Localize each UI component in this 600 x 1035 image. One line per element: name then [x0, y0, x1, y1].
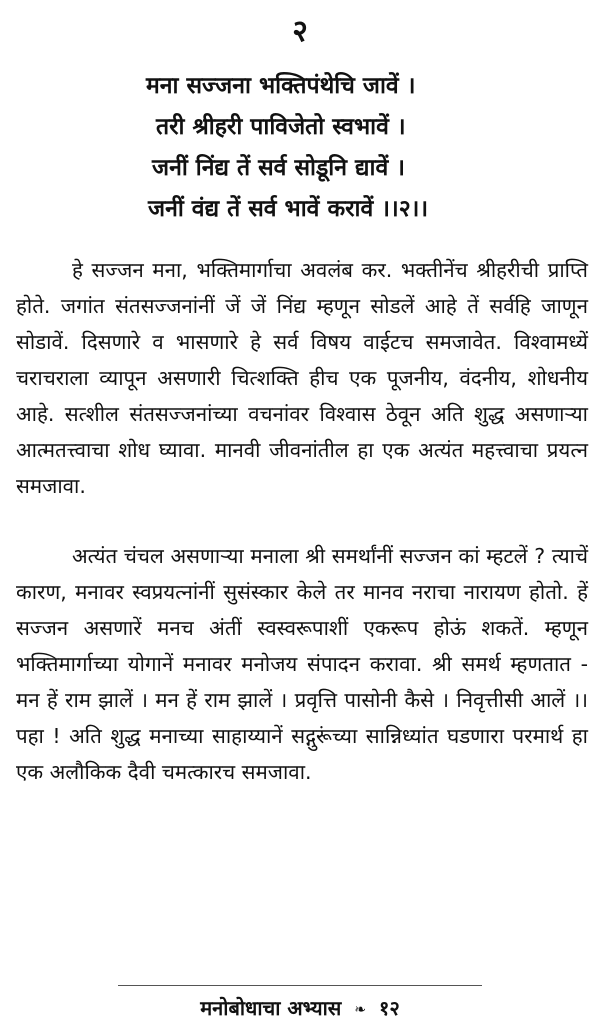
verse-block: [146, 66, 586, 230]
footer-divider: [118, 985, 482, 986]
book-title: मनोबोधाचा अभ्यास: [200, 996, 342, 1020]
verse-line: जनीं निंद्य तें सर्व सोडूनि द्यावें ।: [152, 155, 405, 181]
ornament-icon: ❧: [354, 1001, 366, 1018]
verse-line: तरी श्रीहरी पाविजेतो स्वभावें ।: [156, 114, 406, 140]
verse-line: मना सज्जना भक्तिपंथेचि जावें ।: [146, 73, 416, 99]
page-footer: [0, 990, 600, 1028]
commentary-paragraph: अत्यंत चंचल असणाऱ्या मनाला श्री समर्थांनीं सज्जन कां म्हटलें ? त्याचें कारण, मनावर स्वप्रयत्नांनीं सुसंस्कार केले तर मानव नराचा नारायण होतो. हें सज्जन असणारें मनच अंतीं स्वस्वरूपाशीं एकरूप होऊं शकतें. म्हणून भक्तिमार्गाच्या योगानें मनावर मनोजय संपादन करावा. श्री समर्थ म्हणतात - मन हें राम झालें । मन हें राम झालें । प्रवृत्ति पासोनी कैसे । निवृत्तीसी आलें ।। पहा ! अति शुद्ध मनाच्या साहाय्यानें सद्गुरूंच्या सान्निध्यांत घडणारा परमार्थ हा एक अलौकिक दैवी चमत्कारच समजावा.: [16, 544, 588, 784]
commentary-paragraph: हे सज्जन मना, भक्तिमार्गाचा अवलंब कर. भक्तीनेंच श्रीहरीची प्राप्ति होते. जगांत संतसज्जनांनीं जें जें निंद्य म्हणून सोडलें आहे तें सर्वहि जाणून सोडावें. दिसणारे व भासणारे हे सर्व विषय वाईटच समजावेत. विश्वामध्यें चराचराला व्यापून असणारी चित्शक्ति हीच एक पूजनीय, वंदनीय, शोधनीय आहे. सत्शील संतसज्जनांच्या वचनांवर विश्वास ठेवून अति शुद्ध असणाऱ्या आत्मतत्त्वाचा शोध घ्यावा. मानवी जीवनांतील हा एक अत्यंत महत्त्वाचा प्रयत्न समजावा.: [16, 258, 588, 498]
page-number: १२: [378, 996, 400, 1020]
verse-line: जनीं वंद्य तें सर्व भावें करावें ।।२।।: [148, 196, 429, 222]
verse-number-heading: २: [292, 14, 308, 49]
